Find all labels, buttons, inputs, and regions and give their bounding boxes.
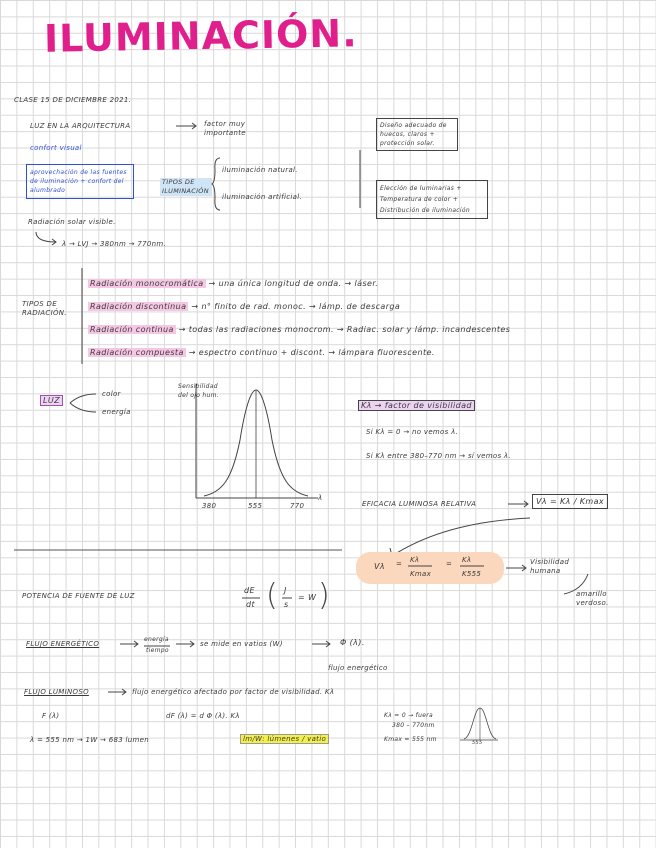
lambda-555-note: λ = 555 nm → 1W → 683 lumen	[30, 736, 149, 744]
radiacion-item-3: Radiación compuesta → espectro continuo + discont. → lámpara fluorescente.	[90, 348, 435, 357]
arrow-icon	[506, 564, 530, 572]
curve-label: Sensibilidad del ojo hum.	[178, 383, 219, 399]
radiacion-item-0: Radiación monocromática → una única longitud de onda. → láser.	[90, 279, 379, 288]
k0-note: Kλ = 0 → fuera	[384, 712, 433, 719]
fraction-bars	[408, 565, 488, 567]
dt: dt	[246, 600, 256, 609]
radiacion-desc: espectro continuo + discont. → lámpara fluorescente.	[198, 348, 435, 357]
watts-note: se mide en vatios (W)	[200, 640, 283, 648]
radiacion-visible: Radiación solar visible.	[28, 218, 116, 226]
radiacion-name: Radiación monocromática	[90, 279, 204, 288]
flujo-energetico-note: flujo energético	[328, 664, 388, 672]
iluminacion-natural: iluminación natural.	[222, 166, 298, 174]
right-box-huecos: Diseño adecuado de huecos, claros + protección solar.	[376, 118, 458, 151]
arrow-icon	[108, 688, 130, 696]
tiempo-den: tiempo	[146, 647, 169, 654]
lambda-range: λ → LVJ → 380nm → 770nm.	[62, 240, 166, 248]
radiacion-desc: n° finito de rad. monoc. → lámp. de descarga	[201, 302, 401, 311]
arrow-icon	[120, 640, 142, 648]
radiacion-name: Radiación compuesta	[90, 348, 184, 357]
k-line-1: Si Kλ = 0 → no vemos λ.	[366, 428, 459, 436]
radiacion-name: Radiación discontinua	[90, 302, 187, 311]
W: = W	[298, 593, 317, 602]
mini-tick-555: 555	[472, 740, 483, 746]
energia-num: energía	[144, 636, 169, 643]
fraction-bar	[242, 597, 262, 599]
fraction-bar	[282, 597, 294, 599]
brace-icon	[212, 158, 222, 210]
date-line: CLASE 15 DE DICIEMBRE 2021.	[14, 96, 132, 104]
formula-rhs-num: Kλ	[462, 556, 472, 564]
flujo-desc: flujo energético afectado por factor de visibilidad. Kλ	[132, 688, 335, 696]
tipos-radiacion: TIPOS DE RADIACIÓN.	[22, 300, 67, 317]
radiacion-desc: todas las radiaciones monocrom. → Radiac. solar y lámp. incandescentes	[188, 325, 511, 334]
split-arrow-icon	[70, 390, 100, 416]
lumens-per-watt-note: lm/W: lúmenes / vatio	[240, 734, 329, 744]
radiacion-item-2: Radiación continua → todas las radiaciones monocrom. → Radiac. solar y lámp. incandescentes	[90, 325, 511, 334]
dF-formula: dF (λ) = d Φ (λ). Kλ	[166, 712, 240, 720]
eficacia-label: EFICACIA LUMINOSA RELATIVA	[362, 500, 477, 508]
bracket-line	[80, 268, 84, 364]
tipos-iluminacion: TIPOS DE ILUMINACIÓN	[160, 178, 212, 196]
v-lambda-box: Vλ = Kλ / Kmax	[532, 494, 608, 509]
luz-arquitectura: LUZ EN LA ARQUITECTURA	[30, 122, 131, 130]
mini-curve	[460, 704, 500, 744]
radiacion-item-1: Radiación discontinua → n° finito de rad. monoc. → lámp. de descarga	[90, 302, 401, 311]
phi-lambda: Φ (λ).	[340, 638, 365, 647]
dE: dE	[244, 586, 255, 595]
x-tick-770: 770	[290, 502, 305, 510]
potencia-label: POTENCIA DE FUENTE DE LUZ	[22, 592, 135, 600]
formula-rhs-den: K555	[462, 570, 482, 578]
color-label: color	[102, 390, 121, 398]
energia-label: energía	[102, 408, 131, 416]
x-tick-380: 380	[202, 502, 217, 510]
formula-mid-num: Kλ	[410, 556, 420, 564]
radiacion-name: Radiación continua	[90, 325, 174, 334]
right-box-luminarias: Elección de luminarias + Temperatura de color + Distribución de iluminación	[376, 180, 488, 219]
x-axis-label: λ	[318, 494, 323, 502]
arrow-icon	[176, 640, 198, 648]
x-tick-555: 555	[248, 502, 263, 510]
k-factor-box: Kλ → factor de visibilidad	[358, 400, 475, 411]
k380-note: 380 – 770nm	[392, 722, 435, 729]
flujo-energetico-label: FLUJO ENERGÉTICO	[26, 640, 100, 648]
amarillo-verdoso: amarillo verdoso.	[576, 590, 609, 607]
kmax-note: Kmax = 555 nm	[384, 736, 437, 743]
formula-lhs: Vλ	[374, 562, 386, 571]
arrow-icon	[312, 640, 334, 648]
s: s	[284, 600, 289, 609]
confort-visual: confort visual	[30, 144, 82, 152]
k-line-2: Si Kλ entre 380–770 nm → sí vemos λ.	[366, 452, 511, 460]
arrow-icon	[176, 122, 200, 130]
page-title: ILUMINACIÓN.	[43, 11, 358, 61]
flujo-luminoso-label: FLUJO LUMINOSO	[24, 688, 89, 696]
curved-arrow-icon	[34, 232, 60, 246]
iluminacion-artificial: iluminación artificial.	[222, 193, 302, 201]
factor-note: factor muy importante	[204, 120, 246, 137]
fraction-bar	[144, 645, 172, 647]
arrow-icon	[508, 500, 532, 508]
blue-box-note: aprovechación de las fuentes de iluminación + confort del alumbrado	[26, 164, 134, 199]
luz-label: LUZ	[40, 395, 63, 406]
visibilidad-humana: Visibilidad humana	[530, 558, 570, 575]
J: J	[284, 586, 287, 595]
vertical-divider	[356, 150, 364, 210]
formula-mid-den: Kmax	[410, 570, 432, 578]
radiacion-desc: una única longitud de onda. → láser.	[218, 279, 379, 288]
F-lambda: F (λ)	[42, 712, 60, 720]
section-divider	[14, 548, 344, 552]
